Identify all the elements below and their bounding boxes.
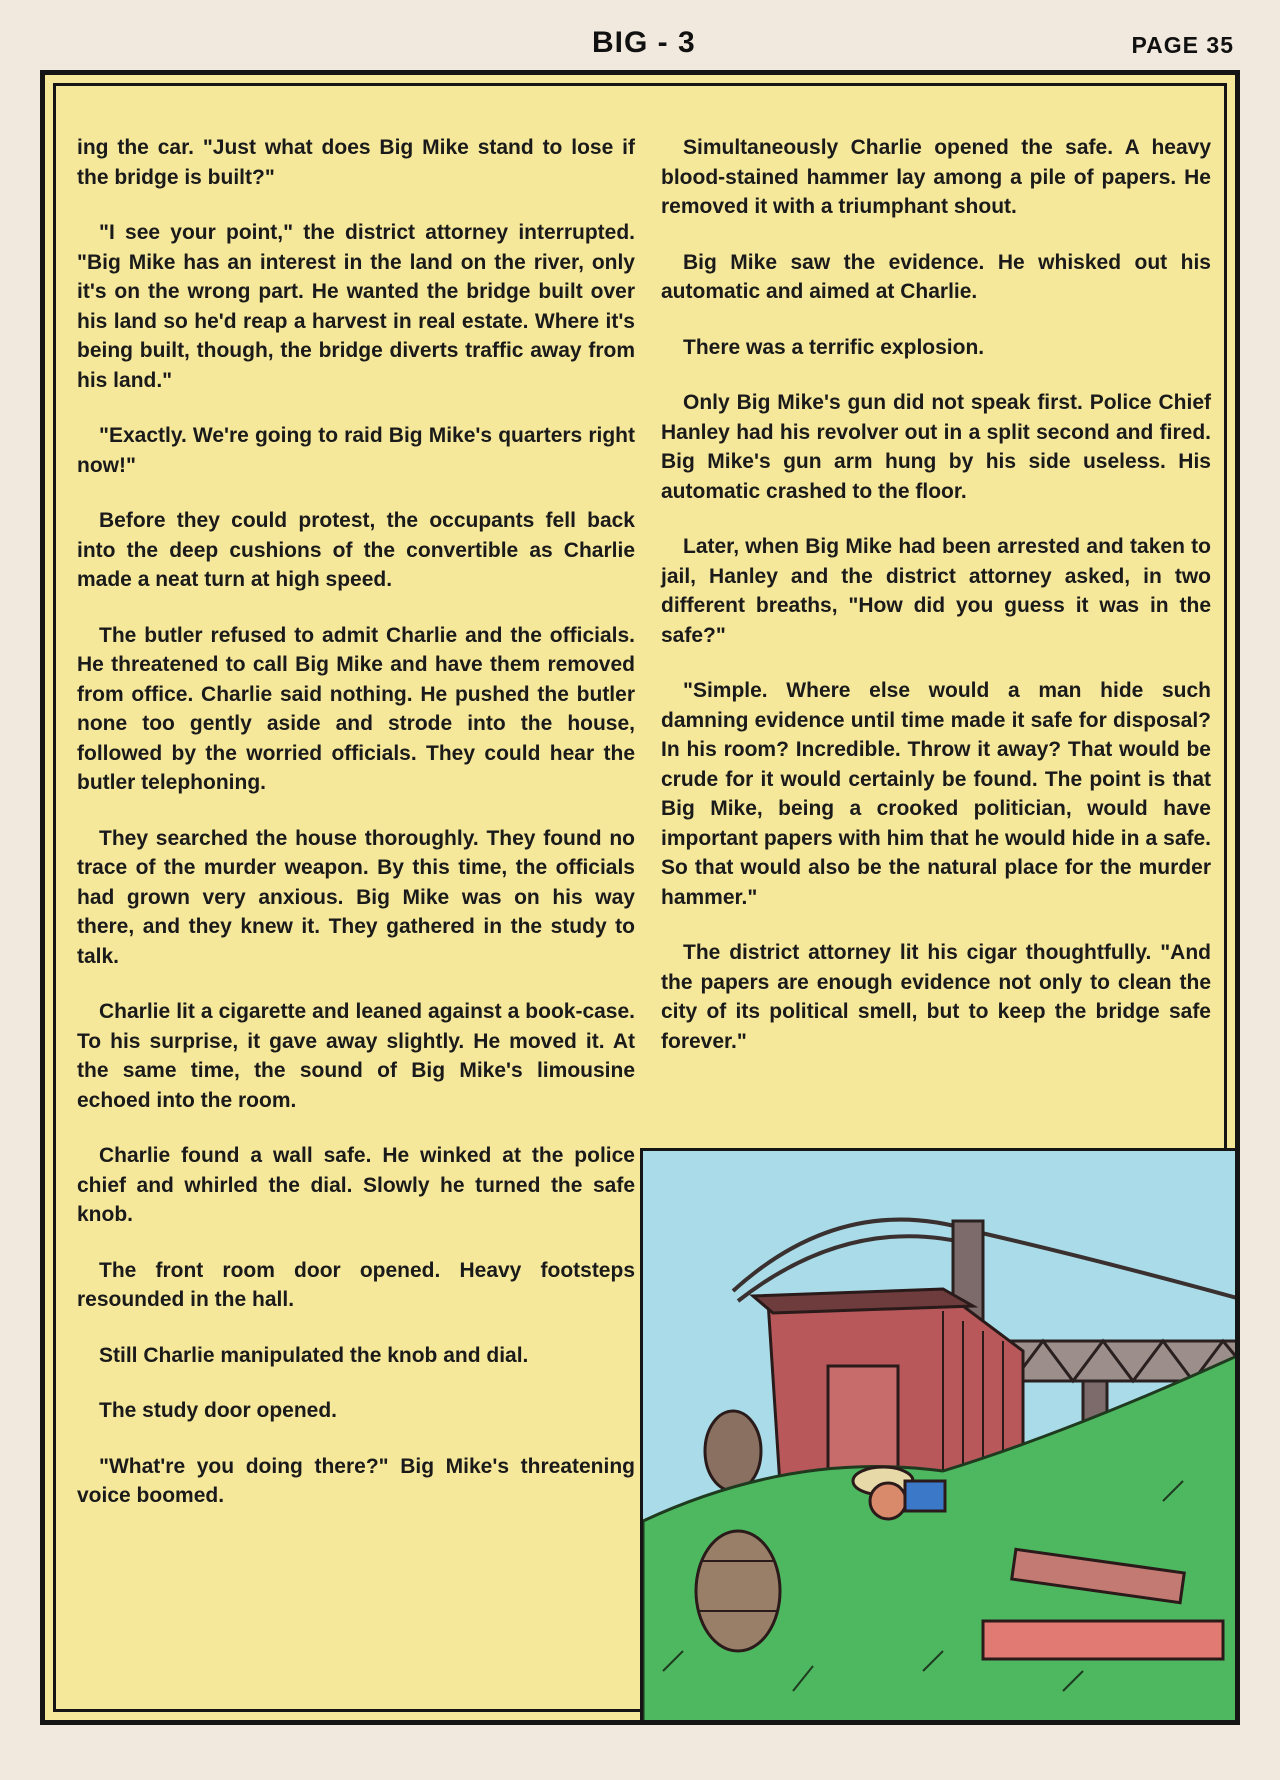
paragraph: Charlie found a wall safe. He winked at the police chief and whirled the dial. Slowly he turned the safe knob. [77, 1144, 635, 1226]
illustration-canvas [643, 1151, 1240, 1725]
paragraph: They searched the house thoroughly. They found no trace of the murder weapon. By this time, the officials had grown very anxious. Big Mike was on his way there, and they knew it. They gathered in the study to talk. [77, 826, 635, 968]
paragraph: Still Charlie manipulated the knob and dial. [99, 1343, 529, 1367]
series-title: BIG - 3 [592, 26, 696, 59]
paragraph: Simultaneously Charlie opened the safe. A heavy blood-stained hammer lay among a pile of papers. He removed it with a triumphant shout. [661, 136, 1211, 218]
story-panel [40, 70, 1240, 1725]
paragraph: The study door opened. [99, 1399, 338, 1422]
paragraph: Big Mike saw the evidence. He whisked out his automatic and aimed at Charlie. [661, 250, 1211, 303]
paragraph: The front room door opened. Heavy footsteps resounded in the hall. [77, 1258, 635, 1311]
paragraph: ing the car. "Just what does Big Mike stand to lose if the bridge is built?" [77, 136, 635, 189]
paragraph: Before they could protest, the occupants fell back into the deep cushions of the convertible as Charlie made a neat turn at high speed. [77, 509, 635, 591]
barrel [705, 1411, 761, 1491]
paragraph: "I see your point," the district attorney interrupted. "Big Mike has an interest in the land on the river, only it's on the wrong part. He wanted the bridge built over his land so he'd reap a harvest in real estate. Where it's being built, though, the bridge diverts traffic away from his land." [77, 221, 635, 392]
paragraph: Only Big Mike's gun did not speak first. Police Chief Hanley had his revolver out in a split second and fired. Big Mike's gun arm hung by his side useless. His automatic crashed to the floor. [661, 391, 1211, 503]
story-column-left [77, 133, 635, 1537]
page-header [0, 20, 1280, 70]
paragraph: Later, when Big Mike had been arrested and taken to jail, Hanley and the district attorney asked, in two different breaths, "How did you guess it was in the safe?" [661, 535, 1211, 647]
barrel-foreground [696, 1531, 780, 1651]
bridge-shack-illustration [640, 1148, 1240, 1725]
paragraph: "What're you doing there?" Big Mike's threatening voice boomed. [77, 1454, 635, 1507]
paragraph: "Exactly. We're going to raid Big Mike's quarters right now!" [77, 424, 635, 477]
paragraph: Charlie lit a cigarette and leaned against a book-case. To his surprise, it gave away slightly. He moved it. At the same time, the sound of Big Mike's limousine echoed into the room. [77, 1000, 635, 1112]
paragraph: "Simple. Where else would a man hide such damning evidence until time made it safe for disposal? In his room? Incredible. Throw it away? That would be crude for it would certainly be found. The point is that Big Mike, being a crooked politician, would have important papers with him that he would hide in a safe. So that would also be the natural place for the murder hammer." [661, 679, 1211, 909]
page-number: PAGE 35 [1131, 32, 1234, 58]
paragraph: There was a terrific explosion. [683, 335, 985, 359]
story-column-right [661, 133, 1211, 1082]
paragraph: The district attorney lit his cigar thoughtfully. "And the papers are enough evidence not only to clean the city of its political smell, but to keep the bridge safe forever." [661, 941, 1211, 1053]
plank [983, 1621, 1223, 1659]
paragraph: The butler refused to admit Charlie and the officials. He threatened to call Big Mike and have them removed from office. Charlie said nothing. He pushed the butler none too gently aside and strode into the house, followed by the worried officials. They could hear the butler telephoning. [77, 623, 635, 794]
